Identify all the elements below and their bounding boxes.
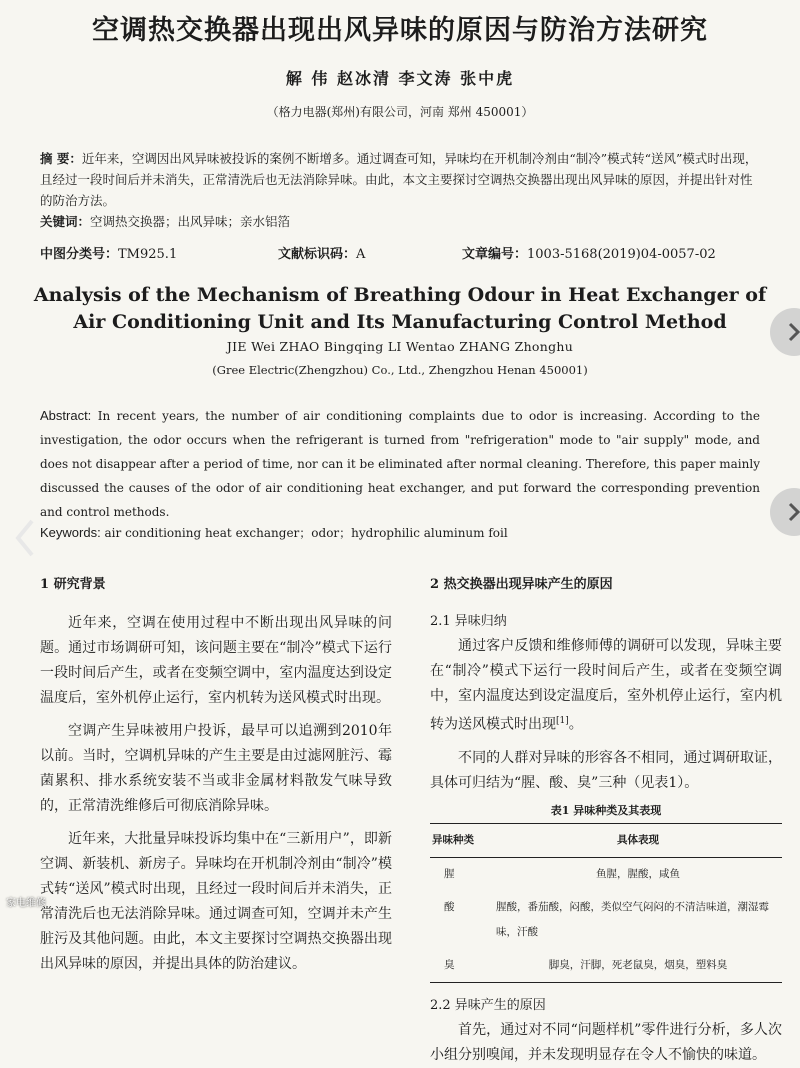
keywords-en-text: air conditioning heat exchanger；odor；hydrophilic aluminum foil bbox=[104, 526, 508, 540]
abstract-en-text: In recent years, the number of air conditioning complaints due to odor is increasing. According to the investigation, the odor occurs when the refrigerant is turned from "refrigeration" mode to "air supply" mode, and does not disappear after a period of time, nor can it be eliminated after normal cleaning. Therefore, this paper mainly discussed the causes of the odor of air conditioning heat exchanger, and put forward the corresponding prevention and control methods. bbox=[40, 409, 760, 519]
chevron-right-icon bbox=[783, 321, 800, 343]
table-cell-type: 臭 bbox=[430, 949, 494, 983]
table-caption: 表1 异味种类及其表现 bbox=[550, 803, 662, 817]
right-paragraph-3: 首先，通过对不同“问题样机”零件进行分析，多人次小组分别嗅闻，并未发现明显存在令人不愉快的味道。 bbox=[430, 1021, 782, 1063]
affiliation-cn: （格力电器(郑州)有限公司，河南 郑州 450001） bbox=[266, 105, 534, 119]
subsection-2-1: 2.1 异味归纳 bbox=[430, 614, 507, 629]
table-header-desc: 具体表现 bbox=[494, 823, 782, 857]
table-cell-desc: 脚臭，汗脚，死老鼠臭，烟臭，塑料臭 bbox=[494, 949, 782, 983]
abstract-en bbox=[40, 404, 760, 524]
authors-en: JIE Wei ZHAO Bingqing LI Wentao ZHANG Zhonghu bbox=[226, 339, 574, 354]
authors-cn: 解 伟 赵冰清 李文涛 张中虎 bbox=[285, 69, 515, 88]
abstract-cn-label: 摘 要： bbox=[40, 151, 82, 166]
chevron-left-icon bbox=[14, 518, 36, 558]
affiliation-en: (Gree Electric(Zhengzhou) Co., Ltd., Zhengzhou Henan 450001) bbox=[212, 363, 588, 377]
table-row bbox=[430, 891, 782, 949]
section-1-heading: 1 研究背景 bbox=[40, 577, 106, 592]
subsection-2-2: 2.2 异味产生的原因 bbox=[430, 997, 546, 1013]
doc-value: A bbox=[356, 247, 366, 262]
table-cell-desc: 鱼腥，腥酸，咸鱼 bbox=[596, 867, 680, 880]
title-en-line-1: Analysis of the Mechanism of Breathing Odour in Heat Exchanger of bbox=[33, 284, 767, 306]
keywords-en-label: Keywords: bbox=[40, 525, 101, 540]
article-value: 1003-5168(2019)04-0057-02 bbox=[527, 247, 716, 262]
table-cell-type: 腥 bbox=[444, 867, 455, 880]
left-paragraph-1: 近年来，空调在使用过程中不断出现出风异味的问题。通过市场调研可知，该问题主要在“制冷”模式下运行一段时间后产生，或者在变频空调中，室内温度达到设定温度后，室外机停止运行，室内机转为送风模式时出现。 bbox=[40, 615, 392, 706]
chevron-right-icon bbox=[783, 501, 800, 523]
watermark: 家电维修 bbox=[6, 898, 46, 909]
abstract-en-label: Abstract: bbox=[40, 408, 92, 423]
paper-title-en bbox=[0, 282, 800, 336]
keywords-cn-text: 空调热交换器；出风异味；亲水铝箔 bbox=[90, 214, 291, 229]
right-paragraph-2: 不同的人群对异味的形容各不相同，通过调研取证，具体可归结为“腥、酸、臭”三种（见表1）。 bbox=[430, 749, 782, 791]
table-cell-type: 酸 bbox=[444, 900, 455, 913]
prev-page-button[interactable] bbox=[14, 513, 40, 563]
right-paragraph-1: 通过客户反馈和维修师傅的调研可以发现，异味主要在“制冷”模式下运行一段时间后产生，或者在变频空调中，室内温度达到设定温度后，室外机停止运行，室内机转为送风模式时出现[1]。 bbox=[430, 638, 782, 733]
next-section-button[interactable] bbox=[770, 488, 800, 536]
clc-label: 中图分类号： bbox=[40, 247, 119, 262]
article-number bbox=[462, 243, 716, 262]
table-row bbox=[430, 857, 782, 891]
keywords-en bbox=[40, 524, 508, 541]
odor-table bbox=[430, 823, 782, 983]
table-header-type: 异味种类 bbox=[430, 823, 494, 857]
table-row bbox=[430, 949, 782, 983]
title-en-line-2: Air Conditioning Unit and Its Manufacturing Control Method bbox=[73, 311, 727, 333]
paper-title-cn: 空调热交换器出现出风异味的原因与防治方法研究 bbox=[92, 15, 708, 46]
clc-value: TM925.1 bbox=[118, 247, 178, 262]
abstract-cn-text: 近年来，空调因出风异味被投诉的案例不断增多。通过调查可知，异味均在开机制冷剂由“制冷”模式转“送风”模式时出现，且经过一段时间后并未消失，正常清洗后也无法消除异味。由此，本文主要探讨空调热交换器出现出风异味的原因，并提出针对性的防治方法。 bbox=[40, 151, 758, 208]
doc-label: 文献标识码： bbox=[278, 247, 357, 262]
left-paragraph-2: 空调产生异味被用户投诉，最早可以追溯到2010年以前。当时，空调机异味的产生主要是由过滤网脏污、霉菌累积、排水系统安装不当或非金属材料散发气味导致的，正常清洗维修后可彻底消除异味。 bbox=[40, 723, 392, 814]
section-2-heading: 2 热交换器出现异味产生的原因 bbox=[430, 577, 613, 592]
left-paragraph-3: 近年来，大批量异味投诉均集中在“三新用户”，即新空调、新装机、新房子。异味均在开机制冷剂由“制冷”模式转“送风”模式时出现，且经过一段时间后并未消失，正常清洗后也无法消除异味。通过调查可知，空调并未产生脏污及其他问题。由此，本文主要探讨空调热交换器出现出风异味的原因，并提出具体的防治建议。 bbox=[40, 831, 392, 972]
right-column bbox=[430, 572, 782, 1068]
table-header-row bbox=[430, 823, 782, 857]
abstract-cn bbox=[40, 148, 762, 232]
article-label: 文章编号： bbox=[462, 247, 528, 262]
clc-number bbox=[40, 243, 177, 262]
left-column bbox=[40, 572, 392, 977]
document-code bbox=[278, 243, 365, 262]
keywords-cn-label: 关键词： bbox=[40, 214, 91, 229]
citation-ref: [1] bbox=[556, 716, 569, 726]
table-cell-desc: 腥酸，番茄酸，闷酸，类似空气闷闷的不清洁味道，潮湿霉味，汗酸 bbox=[496, 900, 769, 938]
